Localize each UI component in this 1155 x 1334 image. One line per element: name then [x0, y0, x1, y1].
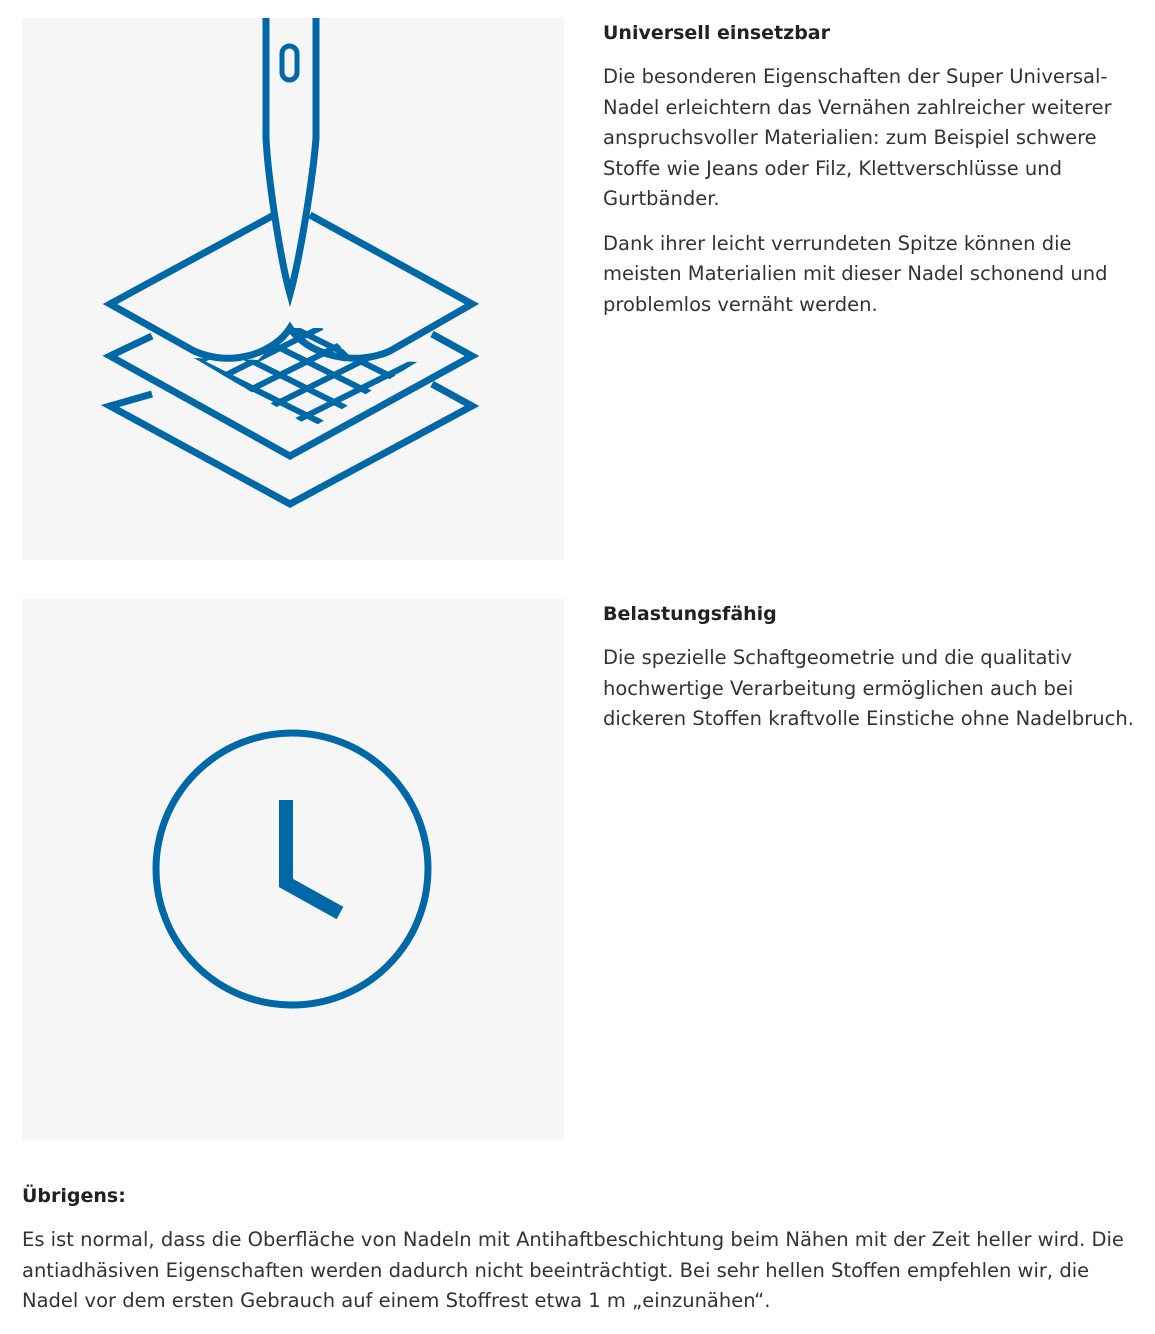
feature-paragraph: Die besonderen Eigenschaften der Super Universal-Nadel erleichtern das Vernähen zahlreicher weiterer anspruchsvoller Materialien: zum Beispiel schwere Stoffe wie Jeans oder Filz, Klettverschlüsse und Gurtbänder. [603, 65, 1112, 210]
feature-title: Universell einsetzbar [603, 22, 830, 44]
clock-icon [22, 599, 564, 1141]
feature-text [603, 599, 1143, 735]
note-title: Übrigens: [22, 1185, 126, 1207]
feature-paragraph: Die spezielle Schaftgeometrie und die qualitativ hochwertige Verarbeitung ermöglichen auch bei dickeren Stoffen kraftvolle Einstiche ohne Nadelbruch. [603, 646, 1134, 730]
note-section [22, 1181, 1147, 1317]
needle-fabric-icon [22, 18, 564, 560]
feature-image-clock [22, 599, 564, 1141]
feature-paragraph: Dank ihrer leicht verrundeten Spitze können die meisten Materialien mit dieser Nadel schonend und problemlos vernäht werden. [603, 231, 1108, 316]
feature-text [603, 18, 1143, 320]
note-text: Es ist normal, dass die Oberfläche von Nadeln mit Antihaftbeschichtung beim Nähen mit der Zeit heller wird. Die antiadhäsiven Eigenschaften werden dadurch nicht beeinträchtigt. Bei sehr hellen Stoffen empfehlen wir, die Nadel vor dem ersten Gebrauch auf einem Stoffrest etwa 1 m „einzunähen“. [22, 1228, 1124, 1312]
feature-title: Belastungsfähig [603, 603, 777, 625]
feature-image-needle [22, 18, 564, 560]
